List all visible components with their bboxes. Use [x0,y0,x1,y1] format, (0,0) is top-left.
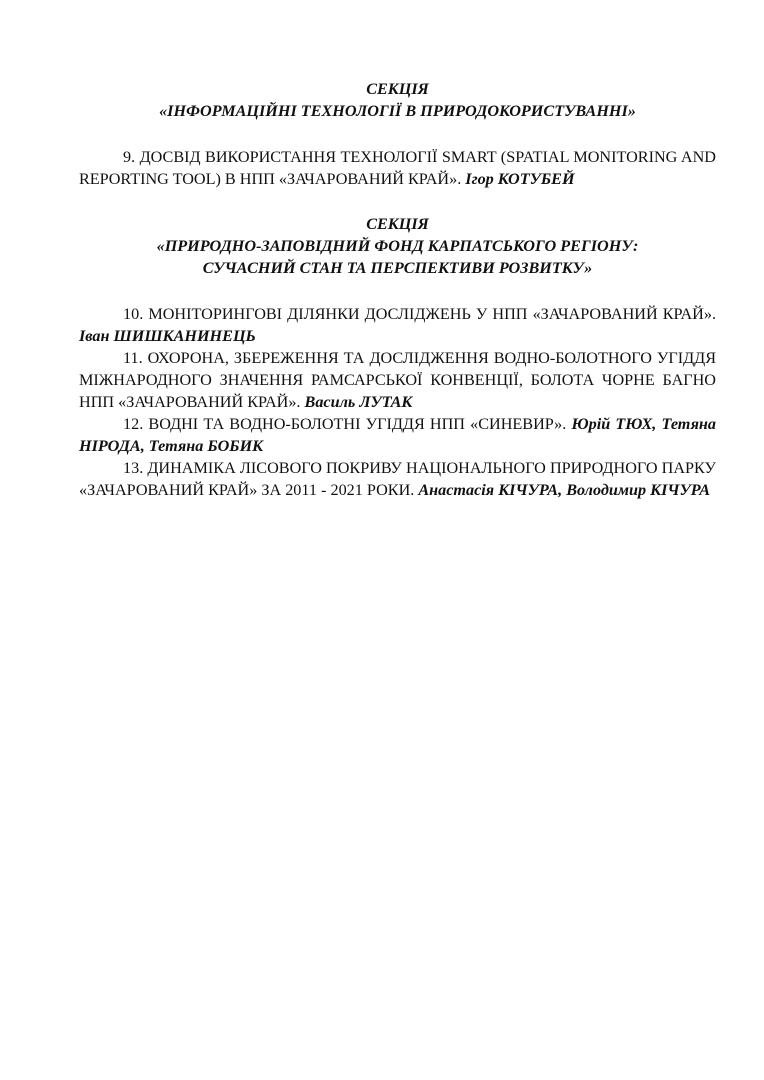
item-title: 11. ОХОРОНА, ЗБЕРЕЖЕННЯ ТА ДОСЛІДЖЕННЯ ВОДНО-БОЛОТНОГО УГІДДЯ МІЖНАРОДНОГО ЗНАЧЕННЯ РАМСАРСЬКОЇ КОНВЕНЦІЇ, БОЛОТА ЧОРНЕ БАГНО НПП «ЗАЧАРОВАНИЙ КРАЙ». [79,349,716,411]
item-title: 9. ДОСВІД ВИКОРИСТАННЯ ТЕХНОЛОГІЇ SMART (SPATIAL MONITORING AND REPORTING TOOL) В НПП «ЗАЧАРОВАНИЙ КРАЙ». [79,148,716,188]
section-title: «ІНФОРМАЦІЙНІ ТЕХНОЛОГІЇ В ПРИРОДОКОРИСТУВАННІ» [159,102,636,120]
program-item-9 [79,146,716,190]
program-item-12 [79,413,716,457]
item-authors: Юрій ТЮХ, Тетяна НІРОДА, Тетяна БОБИК [79,415,716,455]
document-page [79,78,716,501]
section-title-line-1: «ПРИРОДНО-ЗАПОВІДНИЙ ФОНД КАРПАТСЬКОГО РЕГІОНУ: [156,237,639,255]
section-heading-carpathian [79,213,716,279]
program-item-10 [79,303,716,347]
section-heading-it [79,78,716,122]
item-title: 12. ВОДНІ ТА ВОДНО-БОЛОТНІ УГІДДЯ НПП «СИНЕВИР». [123,415,567,433]
item-title: 13. ДИНАМІКА ЛІСОВОГО ПОКРИВУ НАЦІОНАЛЬНОГО ПРИРОДНОГО ПАРКУ «ЗАЧАРОВАНИЙ КРАЙ» ЗА 2011 - 2021 РОКИ. [79,459,716,499]
item-authors: Василь ЛУТАК [304,393,413,411]
section-label: СЕКЦІЯ [366,215,429,233]
item-authors: Ігор КОТУБЕЙ [465,170,575,188]
item-authors: Анастасія КІЧУРА, Володимир КІЧУРА [418,481,711,499]
item-authors: Іван ШИШКАНИНЕЦЬ [79,327,256,345]
program-item-13 [79,457,716,501]
program-item-11 [79,347,716,413]
item-title: 10. МОНІТОРИНГОВІ ДІЛЯНКИ ДОСЛІДЖЕНЬ У НПП «ЗАЧАРОВАНИЙ КРАЙ». [123,305,716,323]
section-label: СЕКЦІЯ [366,80,429,98]
section-title-line-2: СУЧАСНИЙ СТАН ТА ПЕРСПЕКТИВИ РОЗВИТКУ» [202,259,593,277]
